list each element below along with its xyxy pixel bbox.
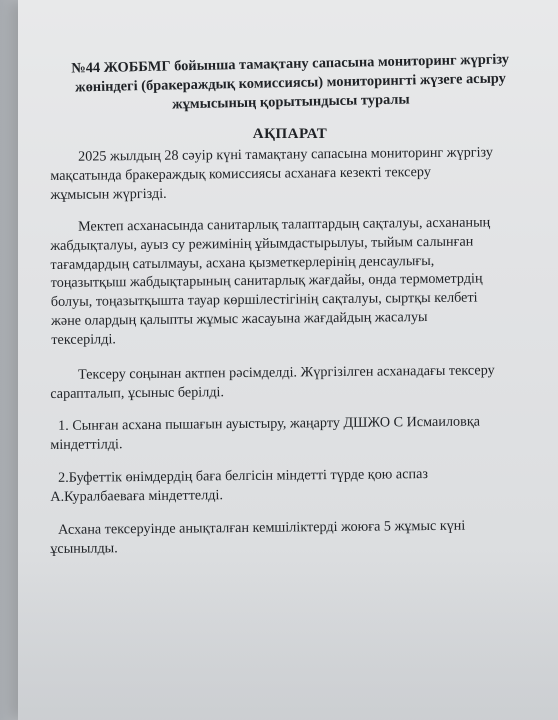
paragraph-inspection-date [50, 143, 531, 204]
paragraph4-line-2: ұсынылды. [50, 539, 118, 557]
paragraph2-line-2: жабдықталуы, ауыз су режимінің ұйымдастырылуы, тыйым салынған [50, 233, 474, 254]
item1-line-2: міндеттілді. [50, 436, 123, 454]
heading-line-2: жөніндегі (бракераждық комиссиясы) мониторингті жүзеге асыру [75, 70, 507, 96]
paragraph-result [50, 361, 530, 404]
paragraph4-line-1: Асхана тексеруінде анықталған кемшіліктерді жоюға 5 жұмыс күні [58, 517, 466, 538]
recommendation-item-2 [50, 464, 530, 507]
item1-line-1: 1. Сынған асхана пышағын ауыстыру, жаңарту ДШЖО С Исмаиловқа [58, 413, 481, 435]
item2-line-1: 2.Буфеттік өнімдердің баға белгісін міндетті түрде қою аспаз [58, 465, 429, 486]
paragraph2-line-1: Мектеп асханасында санитарлық талаптардың сақталуы, асхананың [78, 214, 491, 235]
paragraph1-line-3: жұмысын жүргізді. [50, 185, 167, 203]
paragraph3-line-2: сарапталып, ұсыныс берілді. [50, 383, 225, 402]
paragraph-inspection-scope [50, 213, 531, 350]
paragraph2-line-6: және олардың қалыпты жұмыс жасауына жағдайдың жасалуы [50, 309, 428, 330]
document-title: АҚПАРАТ [252, 126, 328, 142]
sheet-shadow [18, 560, 558, 720]
paragraph2-line-5: болуы, тоңазытқышта тауар көршілестігінің сақталуы, сыртқы келбеті [50, 289, 478, 311]
document-heading [50, 50, 531, 117]
paragraph2-line-3: тағамдардың сатылмауы, асхана қызметкерлерінің денсаулығы, [50, 252, 435, 273]
heading-line-3: жұмысының қорытындысы туралы [172, 91, 410, 113]
paragraph1-line-1: 2025 жылдың 28 сәуір күні тамақтану сапасына мониторинг жүргізу [78, 144, 493, 165]
recommendation-item-1 [50, 412, 530, 455]
item2-line-2: А.Куралбаеваға міндеттелді. [50, 486, 224, 505]
document-page [50, 51, 530, 568]
paragraph2-line-4: тоңазытқыш жабдықтарының санитарлық жағдайы, онда термометрдің [50, 271, 483, 292]
paragraph1-line-2: мақсатында бракераждық комиссиясы асханаға кезекті тексеру [50, 163, 431, 184]
paragraph-deadline [50, 516, 530, 559]
paragraph2-line-7: тексерілді. [51, 331, 116, 348]
heading-line-1: №44 ЖОББМГ бойынша тамақтану сапасына мониторинг жүргізу [71, 51, 510, 77]
paragraph3-line-1: Тексеру соңынан актпен рәсімделді. Жүргізілген асханадағы тексеру [78, 362, 495, 383]
